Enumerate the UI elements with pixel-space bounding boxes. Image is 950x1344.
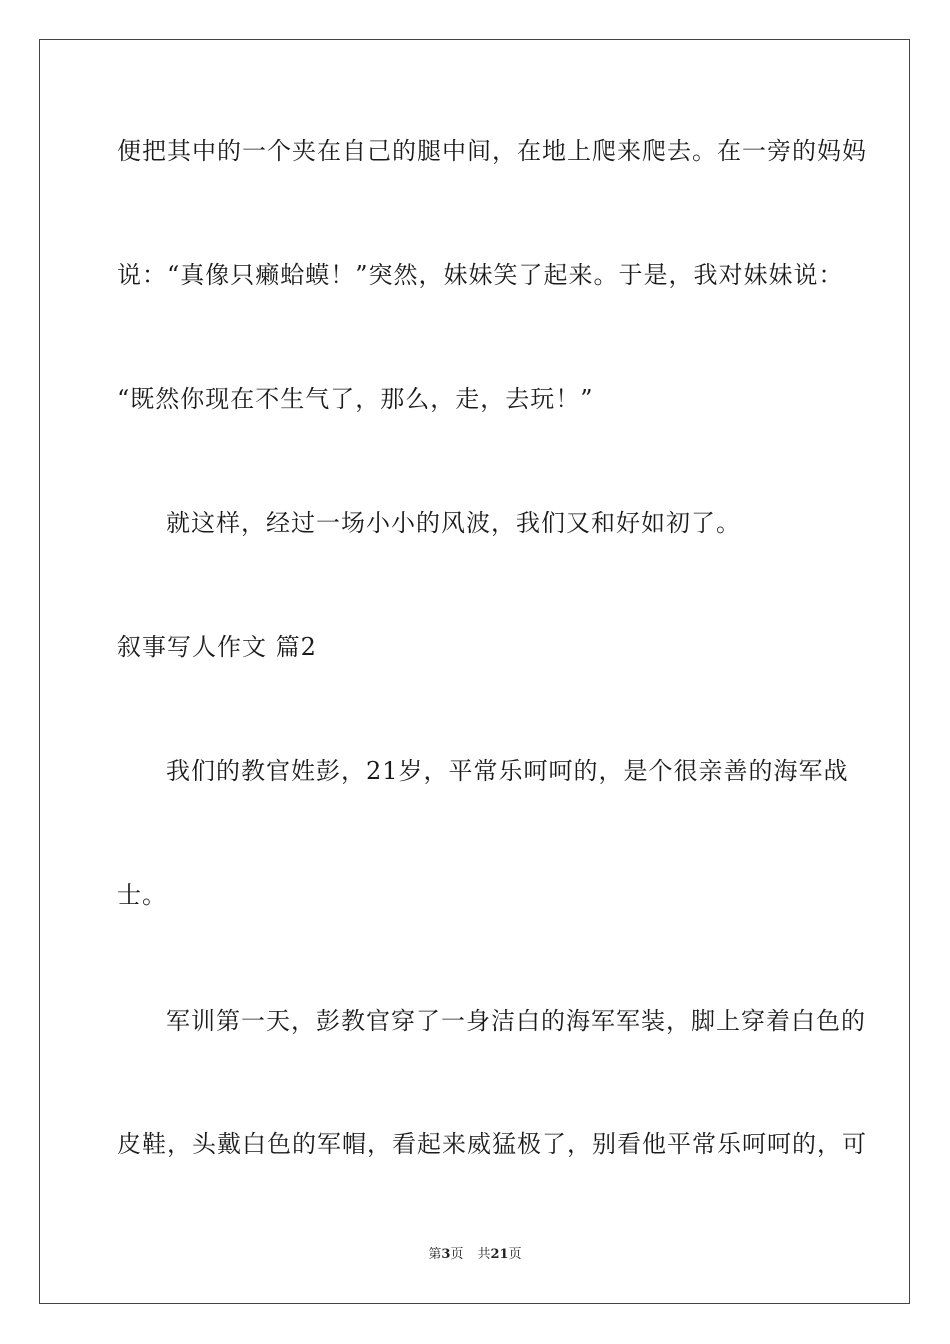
paragraph-line: 皮鞋，头戴白色的军帽，看起来威猛极了，别看他平常乐呵呵的，可 — [117, 1130, 867, 1158]
paragraph-line: 军训第一天，彭教官穿了一身洁白的海军军装，脚上穿着白色的 — [166, 1007, 866, 1035]
page-footer — [0, 1246, 950, 1264]
page-number: 3 — [441, 1247, 451, 1262]
page-suffix: 页 — [450, 1247, 464, 1262]
paragraph-line: “既然你现在不生气了，那么，走，去玩！” — [117, 385, 594, 413]
paragraph-line: 我们的教官姓彭，21岁，平常乐呵呵的，是个很亲善的海军战 — [166, 757, 849, 785]
page-prefix: 第 — [428, 1247, 442, 1262]
paragraph-line: 就这样，经过一场小小的风波，我们又和好如初了。 — [166, 509, 741, 537]
total-pages: 21 — [490, 1247, 509, 1262]
paragraph-line: 士。 — [117, 881, 167, 909]
total-suffix: 页 — [508, 1247, 522, 1262]
total-prefix: 共 — [477, 1247, 491, 1262]
paragraph-line: 说：“真像只癞蛤蟆！”突然，妹妹笑了起来。于是，我对妹妹说： — [117, 261, 844, 289]
page-border — [39, 39, 910, 1304]
section-heading: 叙事写人作文 篇2 — [117, 633, 317, 661]
paragraph-line: 便把其中的一个夹在自己的腿中间，在地上爬来爬去。在一旁的妈妈 — [117, 137, 867, 165]
